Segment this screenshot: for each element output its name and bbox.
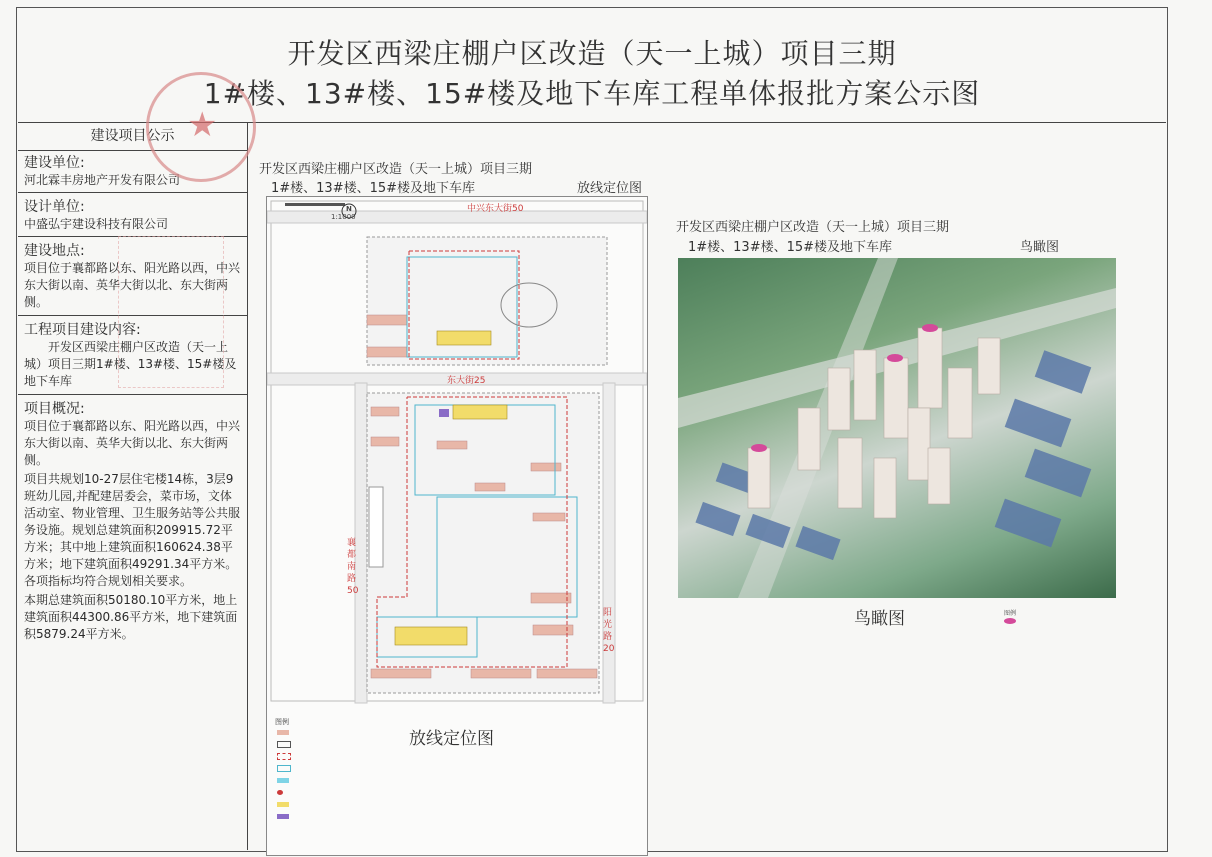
content-label: 工程项目建设内容:: [24, 322, 141, 338]
builder-value: 河北霖丰房地产开发有限公司: [24, 173, 181, 187]
road-label-east: 阳 光 路 20: [603, 608, 615, 654]
road-label-middle: 东大街25: [447, 376, 486, 386]
company-seal-stamp: [146, 72, 256, 182]
site-plan-title-right: 放线定位图: [577, 181, 643, 196]
north-label: N: [346, 205, 352, 213]
designer-label: 设计单位:: [24, 199, 85, 215]
location-value: 项目位于襄都路以东、阳光路以西，中兴东大街以南、英华大街以北、东大街两侧。: [24, 261, 241, 309]
road-band-north: [267, 211, 647, 223]
overview-label: 项目概况:: [24, 401, 85, 417]
project-info-sidebar: [18, 122, 248, 850]
overview-paragraph-2: 项目共规划10-27层住宅楼14栋，3层9班幼儿园,并配建居委会，菜市场，文体活动室、物业管理、卫生服务站等公共服务设施。规划总建筑面积209915.72平方米；其中地上建筑面积160624.38平方米；地下建筑面积49291.34平方米。各项指标均符合规划相关要求。: [24, 472, 241, 588]
aerial-caption: 鸟瞰图: [854, 609, 905, 629]
aerial-title-2: 1#楼、13#楼、15#楼及地下车库: [688, 240, 893, 255]
aerial-title-right: 鸟瞰图: [1020, 240, 1060, 255]
legend-swatch-3: [277, 753, 295, 760]
site-plan-svg: [267, 197, 647, 705]
legend-swatch-8: [277, 813, 293, 820]
legend-swatch-7: [277, 801, 293, 808]
site-plan-caption: 放线定位图: [409, 729, 494, 749]
designer-section: [18, 195, 247, 239]
site-plan-drawing: [266, 196, 648, 856]
title-line-1: 开发区西梁庄棚户区改造（天一上城）项目三期: [287, 37, 897, 70]
road-label-west: 襄 都 南 路 50: [347, 538, 359, 596]
road-band-east: [603, 383, 615, 703]
site-plan-legend-title: 图例: [275, 718, 289, 726]
divider: [18, 394, 247, 395]
aerial-title-1: 开发区西梁庄棚户区改造（天一上城）项目三期: [676, 220, 950, 235]
location-label: 建设地点:: [24, 243, 85, 259]
sidebar-header: 建设项目公示: [18, 122, 247, 151]
site-plan-title-2: 1#楼、13#楼、15#楼及地下车库: [271, 181, 476, 196]
legend-swatch-2: [277, 741, 295, 748]
divider: [18, 192, 247, 193]
builder-label: 建设单位:: [24, 155, 85, 171]
scale-label: 1:1000: [331, 213, 356, 221]
legend-swatch-1: [277, 729, 293, 736]
aerial-legend-swatch: [1004, 618, 1016, 624]
aerial-rendering-image: [678, 258, 1116, 598]
star-icon: ★: [187, 105, 218, 145]
aerial-legend-title: 图例: [1004, 610, 1017, 617]
content-value: 开发区西梁庄棚户区改造（天一上城）项目三期1#楼、13#楼、15#楼及地下车库: [24, 340, 237, 388]
overview-section: [18, 397, 247, 647]
legend-swatch-5: [277, 777, 293, 784]
aerial-rendering-svg: [678, 258, 1116, 598]
legend-swatch-4: [277, 765, 295, 772]
overview-paragraph-3: 本期总建筑面积50180.10平方米，地上建筑面积44300.86平方米，地下建筑面积5879.24平方米。: [24, 593, 238, 641]
site-plan-title-1: 开发区西梁庄棚户区改造（天一上城）项目三期: [259, 162, 533, 177]
designer-value: 中盛弘宇建设科技有限公司: [24, 217, 169, 231]
north-block: [367, 237, 607, 365]
site-plan-panel: [255, 150, 655, 850]
title-line-2: 1#楼、13#楼、15#楼及地下车库工程单体报批方案公示图: [203, 77, 981, 110]
certificate-stamp: [118, 236, 224, 388]
south-block: [367, 393, 599, 693]
legend-swatch-6: [277, 789, 287, 796]
aerial-view-panel: [672, 210, 1152, 630]
road-label-north: 中兴东大街50: [467, 204, 524, 214]
scale-bar: [285, 203, 345, 206]
green-strip: [369, 487, 383, 567]
overview-paragraph-1: 项目位于襄都路以东、阳光路以西，中兴东大街以南、英华大街以北、东大街两侧。: [24, 419, 241, 467]
public-facility-marker: [439, 409, 449, 417]
